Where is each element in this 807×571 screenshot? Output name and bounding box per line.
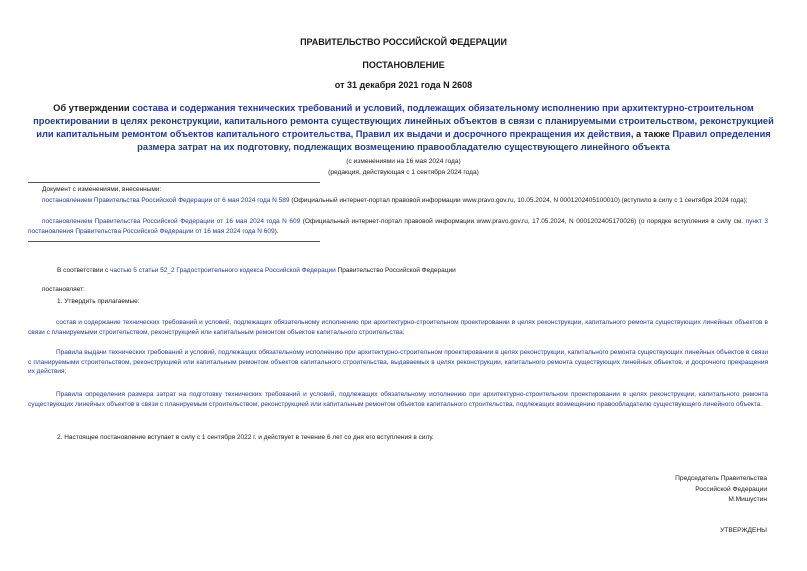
changes-bottom-divider	[28, 241, 320, 242]
change-item-609	[28, 217, 768, 236]
preamble-code-link[interactable]: частью 5 статьи 52_2 Градостроительного кодекса Российской Федерации	[110, 267, 336, 274]
signatory-title: Председатель Правительства	[675, 475, 767, 482]
approved-cost-rules[interactable]: Правила определения размера затрат на подготовку технических требований и условий, подлежащих обязательному исполнению при архитектурно-строительном проектировании в целях реконструкции, капитального ремонта существующих линейных объектов в связи с планируемым строительством, реконструкцией или капитальным ремонтом объектов капитального строительства, подлежащих возмещению правообладателю существующего линейного объекта.	[28, 391, 768, 408]
approved-issuance-rules[interactable]: Правила выдачи технических требований и условий, подлежащих обязательному исполнению при архитектурно-строительном проектировании в целях реконструкции, капитального ремонта существующих линейных объектов в связи с планируемыми строительством, реконструкцией или капитальным ремонтом объектов капитального строительства, выдаваемых в целях реконструкции, капитального ремонта существующих линейных объектов, и досрочного прекращения их действия;	[28, 349, 768, 375]
signatory-name: М.Мишустин	[728, 496, 767, 503]
document-title	[30, 102, 777, 154]
preamble	[57, 266, 767, 276]
change-link-589[interactable]: постановлением Правительства Российской Федерации от 6 мая 2024 года N 589	[42, 197, 290, 204]
item-2: 2. Настоящее постановление вступает в силу с 1 сентября 2022 г. и действует в течение 6 лет со дня его вступления в силу.	[57, 434, 434, 441]
title-prefix: Об утверждении	[53, 103, 133, 113]
document-date-number: от 31 декабря 2021 года N 2608	[334, 80, 473, 90]
changes-top-divider	[28, 182, 320, 183]
signatory-country: Российской Федерации	[695, 486, 767, 493]
preamble-end: Правительство Российской Федерации	[335, 267, 456, 274]
changes-intro: Документ с изменениями, внесенными:	[42, 186, 162, 193]
title-connector: , а также	[630, 129, 673, 139]
approved-composition[interactable]: состав и содержание технических требований и условий, подлежащих обязательному исполнению при архитектурно-строительном проектировании в целях реконструкции, капитального ремонта существующих линейных объектов в связи с планируемыми строительством, реконструкцией или капитальным ремонтом объектов капитального строительства;	[28, 319, 768, 336]
change-link-609[interactable]: постановлением Правительства Российской Федерации от 16 мая 2024 года N 609	[42, 218, 301, 225]
item-1: 1. Утвердить прилагаемые:	[57, 298, 140, 305]
approved-heading: УТВЕРЖДЕНЫ	[720, 527, 767, 534]
change-end-609: ).	[274, 227, 279, 235]
edition-note-changes: (с изменениями на 16 мая 2024 года)	[346, 158, 461, 165]
title-link-composition[interactable]: состава и содержания технических требований и условий, подлежащих обязательному исполнению при архитектурно-строительном проектировании в целях реконструкции, капитального ремонта существующих линейных объектов в связи с планируемыми строительством, реконструкцией или капитальным ремонтом объектов капитального строительства, Правил их выдачи и досрочного прекращения их действия	[33, 103, 774, 139]
title-link-cost-rules[interactable]: Правил определения размера затрат на их подготовку, подлежащих возмещению правообладателю существующего линейного объекта	[137, 129, 771, 152]
decides-label: постановляет:	[42, 286, 85, 293]
change-text-609: (Официальный интернет-портал правовой информации www.pravo.gov.ru, 17.05.2024, N 0001202405170026) (о порядке вступления в силу см.	[300, 218, 746, 225]
edition-note-current: (редакция, действующая с 1 сентября 2024 года)	[328, 169, 479, 176]
change-text-589: (Официальный интернет-портал правовой информации www.pravo.gov.ru, 10.05.2024, N 0001202405100010) (вступило в силу с 1 сентября 2024 года);	[289, 197, 748, 204]
preamble-start: В соответствии с	[57, 267, 111, 274]
government-heading: ПРАВИТЕЛЬСТВО РОССИЙСКОЙ ФЕДЕРАЦИИ	[300, 37, 507, 47]
change-link-609-item3[interactable]: пункт 3 постановления Правительства Российской Федерации от 16 мая 2024 года N 609	[28, 218, 768, 235]
change-item-589	[28, 196, 768, 206]
document-type: ПОСТАНОВЛЕНИЕ	[362, 60, 445, 70]
